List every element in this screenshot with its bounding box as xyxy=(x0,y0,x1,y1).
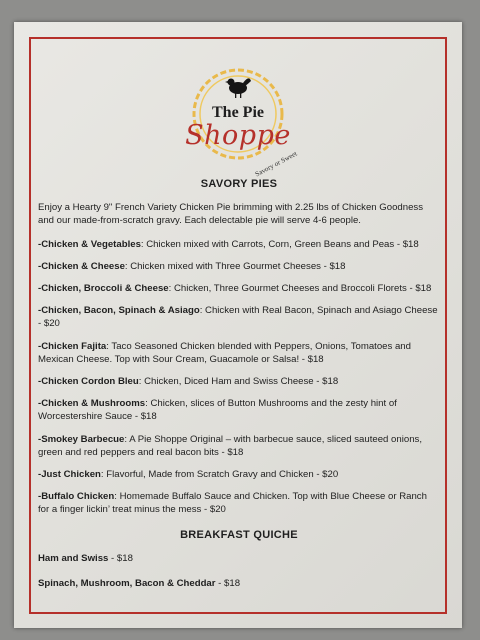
menu-item-desc: : Chicken, Diced Ham and Swiss Cheese - $18 xyxy=(138,376,339,388)
menu-item xyxy=(38,260,440,273)
logo-tagline: Savory or Sweet xyxy=(253,149,299,179)
menu-item-name: -Chicken Cordon Bleu xyxy=(38,376,139,388)
savory-intro: Enjoy a Hearty 9" French Variety Chicken Pie brimming with 2.25 lbs of Chicken Goodness and our made-from-scratch gravy. Each delectable pie will serve 4-6 people. xyxy=(38,202,424,227)
menu-paper xyxy=(14,22,462,628)
menu-item xyxy=(38,433,440,459)
logo-title-line2: Shoppe xyxy=(185,120,291,151)
menu-item-desc: : Chicken mixed with Three Gourmet Cheeses - $18 xyxy=(124,260,346,272)
menu-item-name: -Chicken & Cheese xyxy=(38,260,125,272)
menu-item xyxy=(38,490,440,516)
menu-item xyxy=(38,238,440,251)
menu-item-name: -Buffalo Chicken xyxy=(38,491,115,503)
quiche-item-name: Ham and Swiss xyxy=(38,552,109,564)
menu-item-name: -Chicken & Mushrooms xyxy=(38,398,146,410)
menu-item-desc: : Chicken, Three Gourmet Cheeses and Broccoli Florets - $18 xyxy=(168,283,432,295)
menu-item-desc: : Flavorful, Made from Scratch Gravy and Chicken - $20 xyxy=(100,469,339,481)
menu-item-name: -Smokey Barbecue xyxy=(38,433,125,445)
menu-item-desc: : A Pie Shoppe Original – with barbecue sauce, sliced sauteed onions, green and red peppers and real bacon bits - $18 xyxy=(38,433,422,458)
quiche-item-price: - $18 xyxy=(108,552,133,564)
menu-item-name: -Chicken, Broccoli & Cheese xyxy=(38,283,169,295)
menu-item xyxy=(38,304,440,330)
quiche-item xyxy=(38,552,440,565)
logo-title-line1: The Pie xyxy=(212,104,264,121)
menu-item-name: -Just Chicken xyxy=(38,469,101,481)
menu-item-name: -Chicken & Vegetables xyxy=(38,238,141,250)
quiche-item-price: - $18 xyxy=(215,578,241,590)
menu-item xyxy=(38,397,440,423)
menu-item-desc: : Homemade Buffalo Sauce and Chicken. Top with Blue Cheese or Ranch for a finger lickin’ treat minus the mess - $20 xyxy=(38,491,427,516)
quiche-item-name: Spinach, Mushroom, Bacon & Cheddar xyxy=(38,578,216,590)
menu-item-desc: : Taco Seasoned Chicken blended with Peppers, Onions, Tomatoes and Mexican Cheese. Top with Sour Cream, Guacamole or Salsa! - $18 xyxy=(38,340,411,365)
menu-item xyxy=(38,340,440,366)
menu-item-desc: : Chicken mixed with Carrots, Corn, Green Beans and Peas - $18 xyxy=(140,238,419,250)
menu-item xyxy=(38,375,440,388)
menu-item-name: -Chicken, Bacon, Spinach & Asiago xyxy=(38,305,200,317)
menu-item xyxy=(38,282,440,295)
menu-item xyxy=(38,468,440,481)
menu-item-desc: : Chicken, slices of Button Mushrooms and the zesty hint of Worcestershire Sauce - $18 xyxy=(38,398,397,423)
menu-content xyxy=(38,178,440,602)
savory-pies-heading: SAVORY PIES xyxy=(200,178,278,190)
menu-item-desc: : Chicken with Real Bacon, Spinach and Asiago Cheese - $20 xyxy=(38,305,438,330)
quiche-item xyxy=(38,577,440,590)
pie-shoppe-logo xyxy=(173,62,303,182)
chicken-icon xyxy=(225,78,251,98)
menu-item-name: -Chicken Fajita xyxy=(38,340,107,352)
breakfast-quiche-heading: BREAKFAST QUICHE xyxy=(180,528,298,541)
